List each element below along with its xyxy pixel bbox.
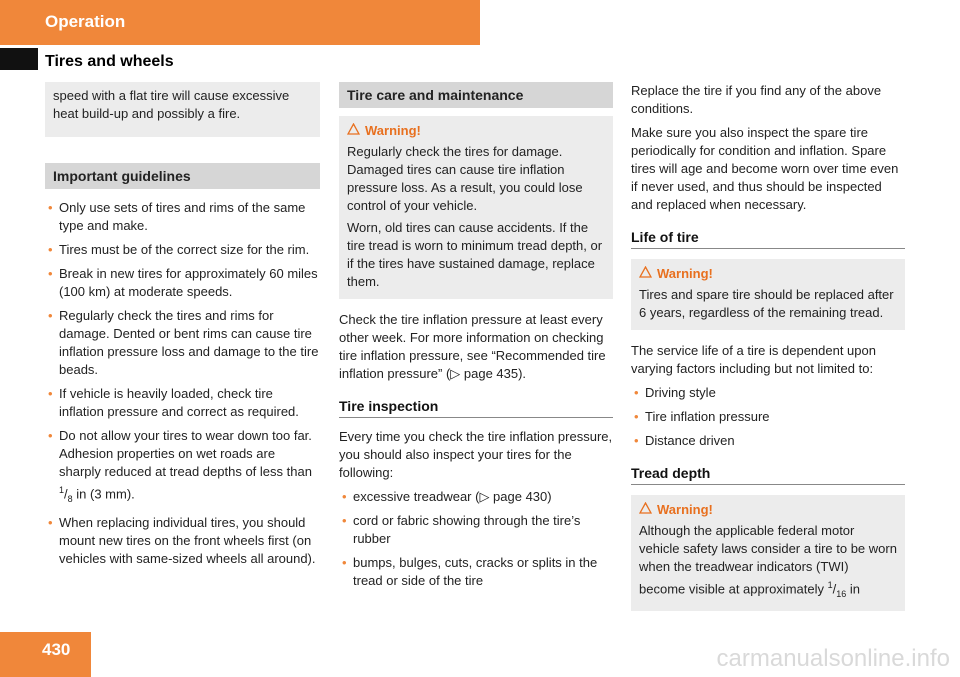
- list-item: • Tires must be of the correct size for the rim.: [45, 241, 320, 259]
- warning-title: [639, 501, 897, 519]
- life-warning-text: Tires and spare tire should be replaced after 6 years, regardless of the remaining tread.: [639, 287, 894, 320]
- header-tab-marker: [0, 48, 38, 70]
- warning-label: Warning!: [365, 123, 421, 138]
- page-heading: Tires and wheels: [45, 53, 174, 70]
- list-item: • cord or fabric showing through the tire’s rubber: [339, 512, 613, 548]
- list-item: • Regularly check the tires and rims for damage. Dented or bent rims can cause tire inflation pressure loss and damage to the tire beads.: [45, 307, 320, 379]
- warning-triangle-icon: [639, 265, 653, 283]
- fraction-denominator: 8: [67, 493, 73, 504]
- spare-text: Make sure you also inspect the spare tire periodically for condition and inflation. Spare tires will age and become worn over time even if never used, and thus should be inspected and replaced when necessary.: [631, 125, 899, 212]
- inspection-list: [339, 488, 613, 590]
- guidelines-heading: Important guidelines: [45, 163, 320, 189]
- list-item: • bumps, bulges, cuts, cracks or splits in the tread or side of the tire: [339, 554, 613, 590]
- list-item: • Only use sets of tires and rims of the same type and make.: [45, 199, 320, 235]
- care-warning-text-1: Regularly check the tires for damage. Damaged tires can cause tire inflation pressure loss. As a result, you could lose control of your vehicle.: [347, 144, 583, 213]
- replace-text: Replace the tire if you find any of the above conditions.: [631, 83, 882, 116]
- warning-title: [347, 122, 605, 140]
- fraction-denominator: 16: [836, 588, 847, 599]
- warning-label: Warning!: [657, 502, 713, 517]
- service-text: The service life of a tire is dependent upon varying factors including but not limited to:: [631, 343, 876, 376]
- tread-warning-text: Although the applicable federal motor vehicle safety laws consider a tire to be worn when the treadwear indicators (TWI) become visible at approximately $^1/_{16}$ in: [639, 523, 897, 599]
- list-item: • Break in new tires for approximately 60 miles (100 km) at moderate speeds.: [45, 265, 320, 301]
- warning-triangle-icon: [639, 501, 653, 519]
- tread-warning-post: in: [846, 581, 860, 597]
- tread-heading: Tread depth: [631, 464, 905, 485]
- continued-text: speed with a flat tire will cause excessive heat build-up and possibly a fire.: [53, 88, 290, 121]
- list-item: • excessive treadwear (▷ page 430): [339, 488, 613, 506]
- list-item: • If vehicle is heavily loaded, check tire inflation pressure and correct as required.: [45, 385, 320, 421]
- care-warning-text-2: Worn, old tires can cause accidents. If the tire tread is worn to minimum tread depth, or if the tires have sustained damage, replace them.: [347, 220, 603, 289]
- tread-text-end: in (3 mm).: [72, 486, 135, 502]
- continued-note-box: [45, 82, 320, 137]
- list-item: • Tire inflation pressure: [631, 408, 905, 426]
- care-warning-box: [339, 116, 613, 299]
- tread-warning-box: [631, 495, 905, 611]
- inspection-intro: Every time you check the tire inflation pressure, you should also inspect your tires for the following:: [339, 429, 613, 480]
- warning-label: Warning!: [657, 266, 713, 281]
- section-title: Operation: [45, 12, 126, 31]
- factors-list: [631, 384, 905, 450]
- watermark: carmanualsonline.info: [716, 645, 950, 672]
- fraction-numerator: 1: [59, 485, 65, 495]
- fraction-numerator: 1: [827, 580, 833, 590]
- care-heading: Tire care and maintenance: [339, 82, 613, 108]
- column-2: [339, 82, 613, 596]
- list-item: • Driving style: [631, 384, 905, 402]
- list-item: • Distance driven: [631, 432, 905, 450]
- tread-warning-pre: Although the applicable federal motor vehicle safety laws consider a tire to be worn when the treadwear indicators (TWI) become visible at approximately: [639, 523, 897, 597]
- life-heading: Life of tire: [631, 228, 905, 249]
- column-3: [631, 82, 905, 611]
- column-1: [45, 82, 320, 574]
- warning-triangle-icon: [347, 122, 361, 140]
- tread-text: Do not allow your tires to wear down too far. Adhesion properties on wet roads are sharply reduced at tread depths of less than: [59, 428, 312, 479]
- warning-title: [639, 265, 897, 283]
- pressure-text: Check the tire inflation pressure at least every other week. For more information on checking tire inflation pressure, see “Recommended tire inflation pressure” (▷ page 435).: [339, 312, 606, 381]
- guidelines-list: [45, 199, 320, 568]
- page-number: 430: [42, 640, 71, 659]
- list-item-tread-depth: • Do not allow your tires to wear down too far. Adhesion properties on wet roads are sharply reduced at tread depths of less than $^1/_8$ in (3 mm).: [45, 427, 320, 508]
- inspection-heading: Tire inspection: [339, 397, 613, 418]
- list-item: • When replacing individual tires, you should mount new tires on the front wheels first (on vehicles with same-sized wheels all around).: [45, 514, 320, 568]
- life-warning-box: [631, 259, 905, 330]
